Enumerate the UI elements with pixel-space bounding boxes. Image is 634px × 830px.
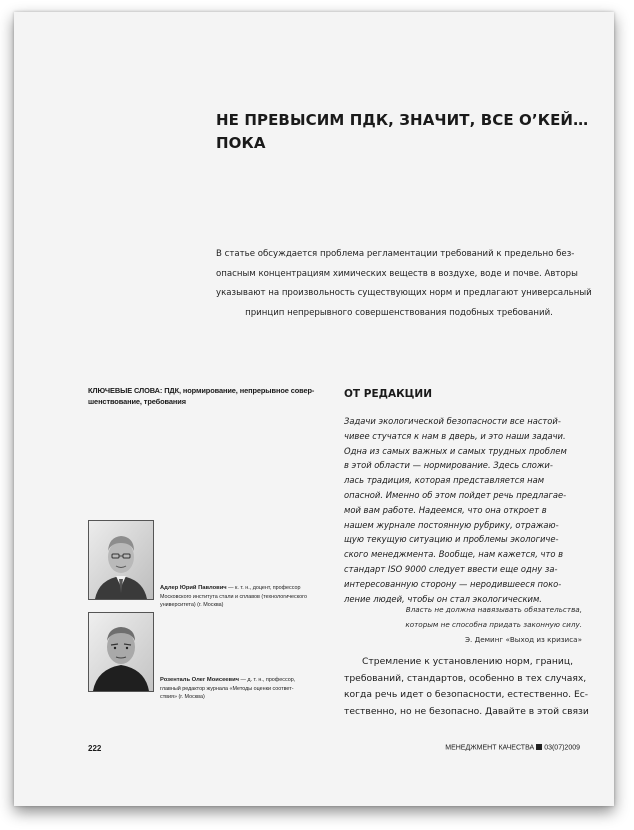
title-line: ПОКА <box>216 134 266 152</box>
author-affiliation: главный редактор журнала «Методы оценки соответ- <box>160 685 294 692</box>
author-affiliation: Московского института стали и сплавов (технологического <box>160 593 307 600</box>
author-info-adler <box>160 584 330 610</box>
author-title: — к. т. н., доцент, профессор <box>226 585 301 591</box>
title-line: НЕ ПРЕВЫСИМ ПДК, ЗНАЧИТ, ВСЕ О’КЕЙ… <box>216 111 589 129</box>
body-text <box>344 654 589 720</box>
magazine-page <box>14 12 614 806</box>
abstract-line: принцип непрерывного совершенствования подобных требований. <box>245 307 553 318</box>
editorial-line: опасной. Именно об этом пойдет речь предлагае- <box>344 489 567 500</box>
editorial-line: интересованную сторону — неродившееся поко- <box>344 578 562 589</box>
author-photo-adler <box>88 520 154 600</box>
epigraph <box>344 602 582 647</box>
editorial-line: ского менеджмента. Вообще, нам кажется, что в <box>344 549 564 560</box>
author-name: Адлер Юрий Павлович <box>160 585 227 591</box>
editorial-text <box>344 414 584 606</box>
square-bullet-icon <box>536 744 542 750</box>
portrait-image <box>89 521 153 599</box>
editorial-line: лась традиция, которая представляется нам <box>344 475 545 486</box>
author-affiliation: университета) (г. Москва) <box>160 602 224 609</box>
author-photo-rozental <box>88 612 154 692</box>
article-abstract <box>216 245 592 323</box>
keywords <box>88 386 338 407</box>
editorial-line: ление людей, чтобы он стал экологическим. <box>344 593 542 604</box>
body-line: тественно, но не безопасно. Давайте в этой связи <box>344 705 589 717</box>
abstract-line: опасным концентрациям химических веществ в воздухе, воде и почве. Авторы <box>216 268 578 279</box>
epigraph-source: Э. Деминг «Выход из кризиса» <box>465 635 582 644</box>
keywords-line: КЛЮЧЕВЫЕ СЛОВА: ПДК, нормирование, непрерывное совер- <box>88 386 315 395</box>
editorial-line: мой вам работе. Надеемся, что она откроет в <box>344 504 547 515</box>
epigraph-line: Власть не должна навязывать обязательства, <box>405 605 582 614</box>
abstract-line: В статье обсуждается проблема регламентации требований к предельно без- <box>216 249 575 259</box>
keywords-line: шенствование, требования <box>88 396 186 406</box>
portrait-image <box>89 613 153 691</box>
editorial-line: Одна из самых важных и самых трудных проблем <box>344 445 567 456</box>
editorial-line: в этой области — нормирование. Здесь сложи- <box>344 460 553 471</box>
body-line: когда речь идет о безопасности, естественно. Ес- <box>344 689 589 700</box>
author-title: — д. т. н., профессор, <box>239 677 296 683</box>
editorial-heading: ОТ РЕДАКЦИИ <box>344 388 432 400</box>
editorial-line: чивее стучатся к нам в дверь, и это наши задачи. <box>344 430 566 441</box>
magazine-name: МЕНЕДЖМЕНТ КАЧЕСТВА <box>445 744 535 752</box>
author-info-rozental <box>160 676 330 702</box>
running-footer <box>445 744 580 752</box>
editorial-line: щую текущую ситуацию и проблемы экологиче- <box>344 534 559 545</box>
body-line: Стремление к установлению норм, границ, <box>362 656 574 667</box>
editorial-line: стандарт ISO 9000 следует ввести еще одну за- <box>344 563 558 574</box>
epigraph-line: которым не способна придать законную силу. <box>405 620 582 629</box>
editorial-line: нашем журнале постоянную рубрику, отражаю- <box>344 519 559 530</box>
issue-number: 03(07)2009 <box>544 744 580 752</box>
editorial-line: Задачи экологической безопасности все настой- <box>344 416 561 426</box>
article-title <box>216 109 589 155</box>
author-name: Розенталь Олег Моисеевич <box>160 677 240 683</box>
page-number: 222 <box>88 744 102 753</box>
abstract-line: указывают на произвольность существующих норм и предлагают универсальный <box>216 288 592 298</box>
body-line: требований, стандартов, особенно в тех случаях, <box>344 672 587 684</box>
author-affiliation: ствия» (г. Москва) <box>160 694 205 701</box>
